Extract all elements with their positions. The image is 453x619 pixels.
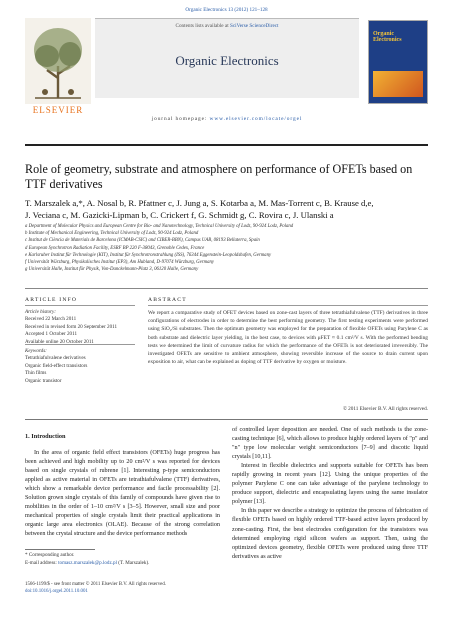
article-title: Role of geometry, substrate and atmosphere on performance of OFETs based on TTF derivatives — [25, 162, 413, 192]
affiliation-list — [25, 223, 428, 273]
journal-name: Organic Electronics — [175, 53, 279, 68]
affiliation-c: c Institut de Ciència de Materials de Barcelona (ICMAB-CSIC) and CIBER-BBN), Campus UAB, 08193 Bellaterra, Spain — [25, 238, 260, 244]
journal-homepage-line — [95, 116, 359, 122]
email-line — [25, 560, 220, 568]
abstract-copyright: © 2011 Elsevier B.V. All rights reserved. — [342, 406, 428, 412]
keyword-item[interactable]: Thin films — [25, 370, 47, 377]
affiliation-rule — [25, 288, 428, 289]
col2-paragraph-1: of controlled layer deposition are needed. One of such methods is the zone-casting technique [6], which allows to produce highly ordered layers of "p" and "n" type low molecular weight semiconductors [7–9] and discotic liquid crystals [10,11]. — [232, 427, 428, 461]
page-footer — [25, 581, 220, 596]
article-history — [25, 309, 137, 346]
abstract-text: We report a comparative study of OFET devices based on zone-cast layers of three tetrathiafulvalene (TTF) derivatives in three configurations of electrodes in order to determine the best performing geometry. The first testing experiments were performed using SiO₂/Si substrates. Then the optimum geometry was employed for the preparation of flexible OFETs using Parylene C as both substrate and dielectric layer yielding, in the best case, to devices with μFET ≈ 0.1 cm²/V s. With the performed bending tests we determined the limit of curvature radius for which the performance of the OFETs is not deteriorated irreversibly. The investigated OFETs are sensitive to ambient atmosphere, showing reversible increase of the source to drain current upon exposition to air, what can be explained as doping of TTF derivative by oxygen or moisture. — [148, 310, 428, 366]
intro-paragraph-1: In the area of organic field effect transistors (OFETs) huge progress has been achieved and high mobility up to 20 cm²/V s was reported for devices based on single crystals of rubrene [1]. Interesting p-type semiconductors applied as active material in OFETs are tetrathiafulvalene (TTF) derivatives, which show a remarkable device performance and facile processability [2]. Solution grown single crystals of this family of compounds have given rise to mobilities in the order of 1–10 cm²/V s [3–5]. However, small size and poor mechanical properties of single crystals limit their practical applications in organic large area electronics (OLAE). Because of the strong correlation between the crystal structure and the device performance methods — [25, 450, 220, 538]
journal-banner — [95, 18, 359, 98]
author-line-1[interactable]: T. Marszalek a,*, A. Nosal b, R. Pfattner c, J. Jung a, S. Kotarba a, M. Mas-Torrent c, B. Krause d,e, — [25, 198, 374, 208]
header-rule — [25, 144, 428, 146]
affiliation-f: f Universität Würzburg, Physikalisches Institut (EP3), Am Hubland, D-97074 Würzburg, Germany — [25, 259, 215, 265]
journal-citation-line[interactable]: Organic Electronics 13 (2012) 121–128 — [185, 7, 268, 13]
article-info-rule — [25, 305, 135, 306]
sciencedirect-link[interactable]: SciVerse ScienceDirect — [229, 23, 279, 29]
keywords-heading: Keywords: — [25, 348, 47, 354]
keywords-block — [25, 348, 137, 385]
contents-prefix: Contents lists available at — [175, 23, 230, 29]
keyword-item[interactable]: Organic transistor — [25, 377, 62, 384]
email-suffix: (T. Marszalek). — [116, 559, 150, 566]
doi-link[interactable]: doi:10.1016/j.orgel.2011.10.001 — [25, 589, 88, 595]
history-received: Received 22 March 2011 — [25, 316, 77, 323]
affiliation-g: g Universität Halle, Institut für Physik, Von-Danckelmann-Platz 3, 06120 Halle, Germany — [25, 267, 199, 273]
author-list — [25, 197, 428, 221]
elsevier-tree-logo — [25, 18, 91, 104]
history-online: Available online 20 October 2011 — [25, 338, 94, 345]
author-line-2[interactable]: J. Veciana c, M. Gazicki-Lipman b, C. Crickert f, G. Schmidt g, C. Rovira c, J. Ulanski a — [25, 210, 334, 220]
issn-line: 1566-1199/$ - see front matter © 2011 Elsevier B.V. All rights reserved. — [25, 582, 166, 587]
footnote-rule — [25, 549, 95, 550]
affiliation-b: b Institute of Mechanical Engineering, Technical University of Lodz, 90-924 Lodz, Poland — [25, 231, 199, 237]
journal-header — [25, 18, 428, 140]
col2-paragraph-2: Interest in flexible dielectrics and supports suitable for OFETs has been rapidly growing in recent years [12]. Using the unique properties of the polymer Parylene C one can take advantage of the parylene technology to produce support, dielectric and encapsulating layers using the same insulator polymer [13]. — [232, 463, 428, 506]
history-revised: Received in revised form 20 September 2011 — [25, 323, 118, 330]
elsevier-wordmark: ELSEVIER — [32, 105, 84, 115]
history-heading: Article history: — [25, 309, 56, 315]
history-accepted: Accepted 1 October 2011 — [25, 331, 78, 338]
keywords-rule — [25, 344, 135, 345]
contents-line — [95, 23, 359, 29]
email-link[interactable]: tomasz.marszalek@p.lodz.pl — [58, 559, 117, 566]
keyword-item[interactable]: Organic field-effect transistors — [25, 362, 88, 369]
cover-artwork — [373, 71, 423, 97]
col2-paragraph-3: In this paper we describe a strategy to optimize the process of fabrication of flexible OFETs based on highly ordered TTF-based active layers produced by zone-casting. First, the best electrodes configuration for the transistors was determined employing rigid silicon wafers as support. Then, using the optimized devices geometry, flexible OFETs were produced using three TTF derivatives as active — [232, 508, 428, 560]
corresponding-author-note: * Corresponding author. — [25, 552, 75, 558]
keyword-item[interactable]: Tetrathiafulvalene derivatives — [25, 355, 86, 362]
homepage-prefix: journal homepage: — [151, 116, 210, 122]
journal-cover-image[interactable] — [368, 20, 428, 104]
section-heading-introduction: 1. Introduction — [25, 433, 66, 440]
affiliation-d: d European Synchrotron Radiation Facility, ESRF BP 220 F-38043, Grenoble Cedex, France — [25, 245, 205, 251]
affiliation-e: e Karlsruher Institut für Technologie (KIT), Institut für Synchrotronstrahlung (ISS), 76344 Eggenstein-Leopoldshafen, Germany — [25, 252, 272, 258]
abstract-rule — [148, 305, 428, 306]
cover-title: Organic Electronics — [373, 31, 402, 44]
body-column-2 — [232, 426, 428, 562]
article-info-heading: ARTICLE INFO — [25, 297, 78, 303]
homepage-link[interactable]: www.elsevier.com/locate/orgel — [209, 116, 303, 122]
abstract-bottom-rule — [25, 419, 428, 420]
footnote-block — [25, 552, 220, 567]
abstract-heading: ABSTRACT — [148, 297, 187, 303]
affiliation-a: a Department of Molecular Physics and European Centre for Bio- and Nanotechnology, Technical University of Lodz, 90-924 Lodz, Poland — [25, 224, 294, 229]
email-prefix: E-mail address: — [25, 559, 59, 566]
